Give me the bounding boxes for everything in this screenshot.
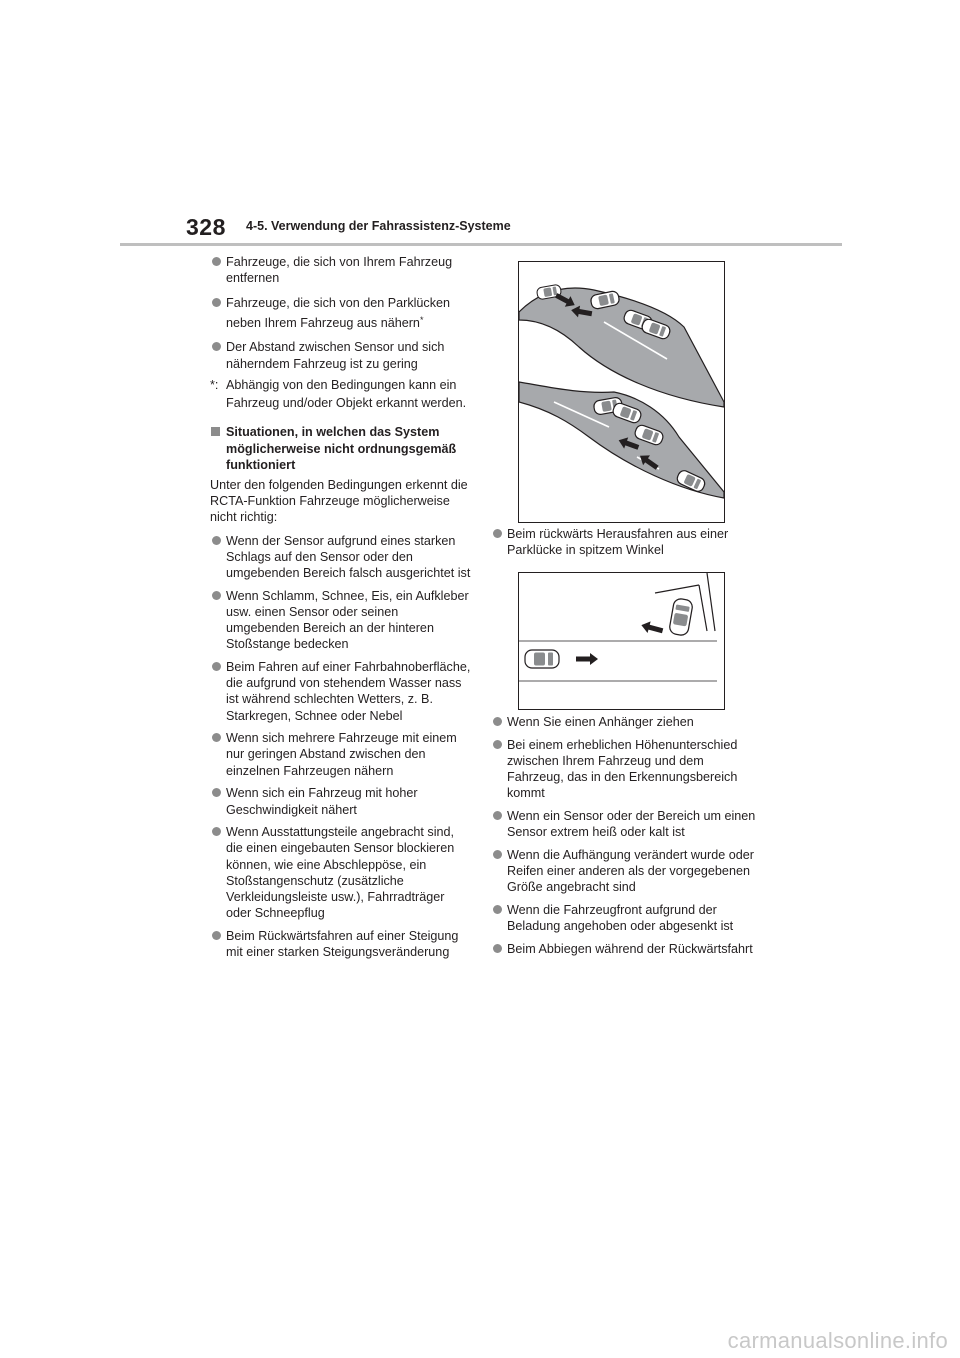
bullet-dot-icon <box>493 905 502 914</box>
bullet-dot-icon <box>493 811 502 820</box>
list-item-text: Bei einem erheblichen Höhenunterschied zwischen Ihrem Fahrzeug und dem Fahrzeug, das in den Erkennungsbereich kommt <box>507 737 738 801</box>
bullet-dot-icon <box>493 717 502 726</box>
bullet-dot-icon <box>212 788 221 797</box>
list-item <box>491 526 761 558</box>
list-item <box>210 659 472 724</box>
intro-paragraph: Unter den folgenden Bedingungen erkennt die RCTA-Funktion Fahrzeuge möglicherweise nicht richtig: <box>210 477 468 525</box>
subheading-text: Situationen, in welchen das System möglicherweise nicht ordnungsgemäß funktioniert <box>226 425 457 472</box>
bullet-dot-icon <box>493 944 502 953</box>
section-title: 4-5. Verwendung der Fahrassistenz-Systeme <box>246 219 511 233</box>
list-item-text: Beim Abbiegen während der Rückwärtsfahrt <box>507 941 753 956</box>
bullet-dot-icon <box>212 662 221 671</box>
bullet-dot-icon <box>212 257 221 266</box>
arrow-icon <box>576 653 598 665</box>
right-column-lower <box>491 714 761 964</box>
footnote-text: Abhängig von den Bedingungen kann ein Fahrzeug und/oder Objekt erkannt werden. <box>226 378 467 411</box>
right-column <box>491 526 761 565</box>
arrow-icon <box>640 619 664 636</box>
angled-parking-illustration <box>519 573 724 709</box>
list-item-text: Beim Rückwärtsfahren auf einer Steigung mit einer starken Steigungsveränderung <box>226 929 459 960</box>
list-item-text: Beim rückwärts Herausfahren aus einer Parklücke in spitzem Winkel <box>507 527 729 558</box>
bullet-dot-icon <box>212 931 221 940</box>
list-item-text: Der Abstand zwischen Sensor und sich näherndem Fahrzeug ist zu gering <box>226 340 445 371</box>
list-item <box>491 847 761 896</box>
watermark: carmanualsonline.info <box>727 1328 948 1353</box>
list-item <box>210 785 472 817</box>
list-item-text: Wenn der Sensor aufgrund eines starken Schlags auf den Sensor oder den umgebenden Bereich falsch ausgerichtet ist <box>226 533 471 580</box>
bullet-dot-icon <box>212 298 221 307</box>
parking-line <box>699 585 707 631</box>
bullet-dot-icon <box>212 591 221 600</box>
figure-approaching-vehicles <box>518 261 725 523</box>
list-item <box>491 737 761 802</box>
footnote-mark: *: <box>210 378 219 393</box>
list-item <box>210 824 472 921</box>
bullet-dot-icon <box>212 827 221 836</box>
list-item-text: Beim Fahren auf einer Fahrbahnoberfläche, die aufgrund von stehendem Wasser nass ist während schlechten Wetters, z. B. Starkregen, Schnee oder Nebel <box>226 659 471 723</box>
list-item-text: Wenn ein Sensor oder der Bereich um einen Sensor extrem heiß oder kalt ist <box>507 809 756 840</box>
list-item <box>491 902 761 934</box>
list-item <box>210 588 472 653</box>
list-item <box>210 254 472 286</box>
page-number: 328 <box>186 214 226 240</box>
list-item <box>491 941 761 957</box>
subheading <box>210 424 472 473</box>
list-item-text: Fahrzeuge, die sich von Ihrem Fahrzeug entfernen <box>226 255 453 286</box>
list-item <box>210 928 472 960</box>
square-bullet-icon <box>211 427 220 436</box>
bullet-dot-icon <box>493 740 502 749</box>
list-item <box>210 730 472 779</box>
list-item <box>491 808 761 840</box>
list-item-text: Wenn Ausstattungsteile angebracht sind, die einen eingebauten Sensor blockieren können, wie eine Abschleppöse, ein Stoßstangenschutz (zusätzliche Verkleidungsleiste usw.), Fahrradträger oder Schneepflug <box>226 825 455 921</box>
list-item-text: Fahrzeuge, die sich von den Parklücken neben Ihrem Fahrzeug aus nähern <box>226 295 451 330</box>
bullet-dot-icon <box>493 850 502 859</box>
vehicle <box>525 650 559 668</box>
list-item <box>210 293 472 333</box>
list-item-text: Wenn die Fahrzeugfront aufgrund der Beladung angehoben oder abgesenkt ist <box>507 903 734 934</box>
footnote <box>210 376 472 412</box>
list-item-text: Wenn sich mehrere Fahrzeuge mit einem nur geringen Abstand zwischen den einzelnen Fahrzeugen nähern <box>226 731 457 778</box>
list-item <box>210 533 472 582</box>
list-item <box>210 339 472 371</box>
bullet-dot-icon <box>212 342 221 351</box>
footnote-reference: * <box>419 314 424 325</box>
parking-line <box>655 585 699 593</box>
list-item-text: Wenn Sie einen Anhänger ziehen <box>507 715 694 729</box>
bullet-dot-icon <box>493 529 502 538</box>
figure-angled-parking <box>518 572 725 710</box>
header-rule <box>120 243 842 246</box>
list-item-text: Wenn sich ein Fahrzeug mit hoher Geschwindigkeit nähert <box>226 786 418 817</box>
bullet-dot-icon <box>212 733 221 742</box>
vehicle <box>669 598 694 636</box>
list-item <box>491 714 761 730</box>
list-item-text: Wenn die Aufhängung verändert wurde oder Reifen einer anderen als der vorgegebenen Größe angebracht sind <box>507 847 754 895</box>
left-column <box>210 254 472 967</box>
approaching-vehicles-illustration <box>519 262 724 522</box>
bullet-dot-icon <box>212 536 221 545</box>
parking-line <box>707 573 715 631</box>
list-item-text: Wenn Schlamm, Schnee, Eis, ein Aufkleber usw. einen Sensor oder seinen umgebenden Bereich an der hinteren Stoßstange bedecken <box>226 588 469 652</box>
